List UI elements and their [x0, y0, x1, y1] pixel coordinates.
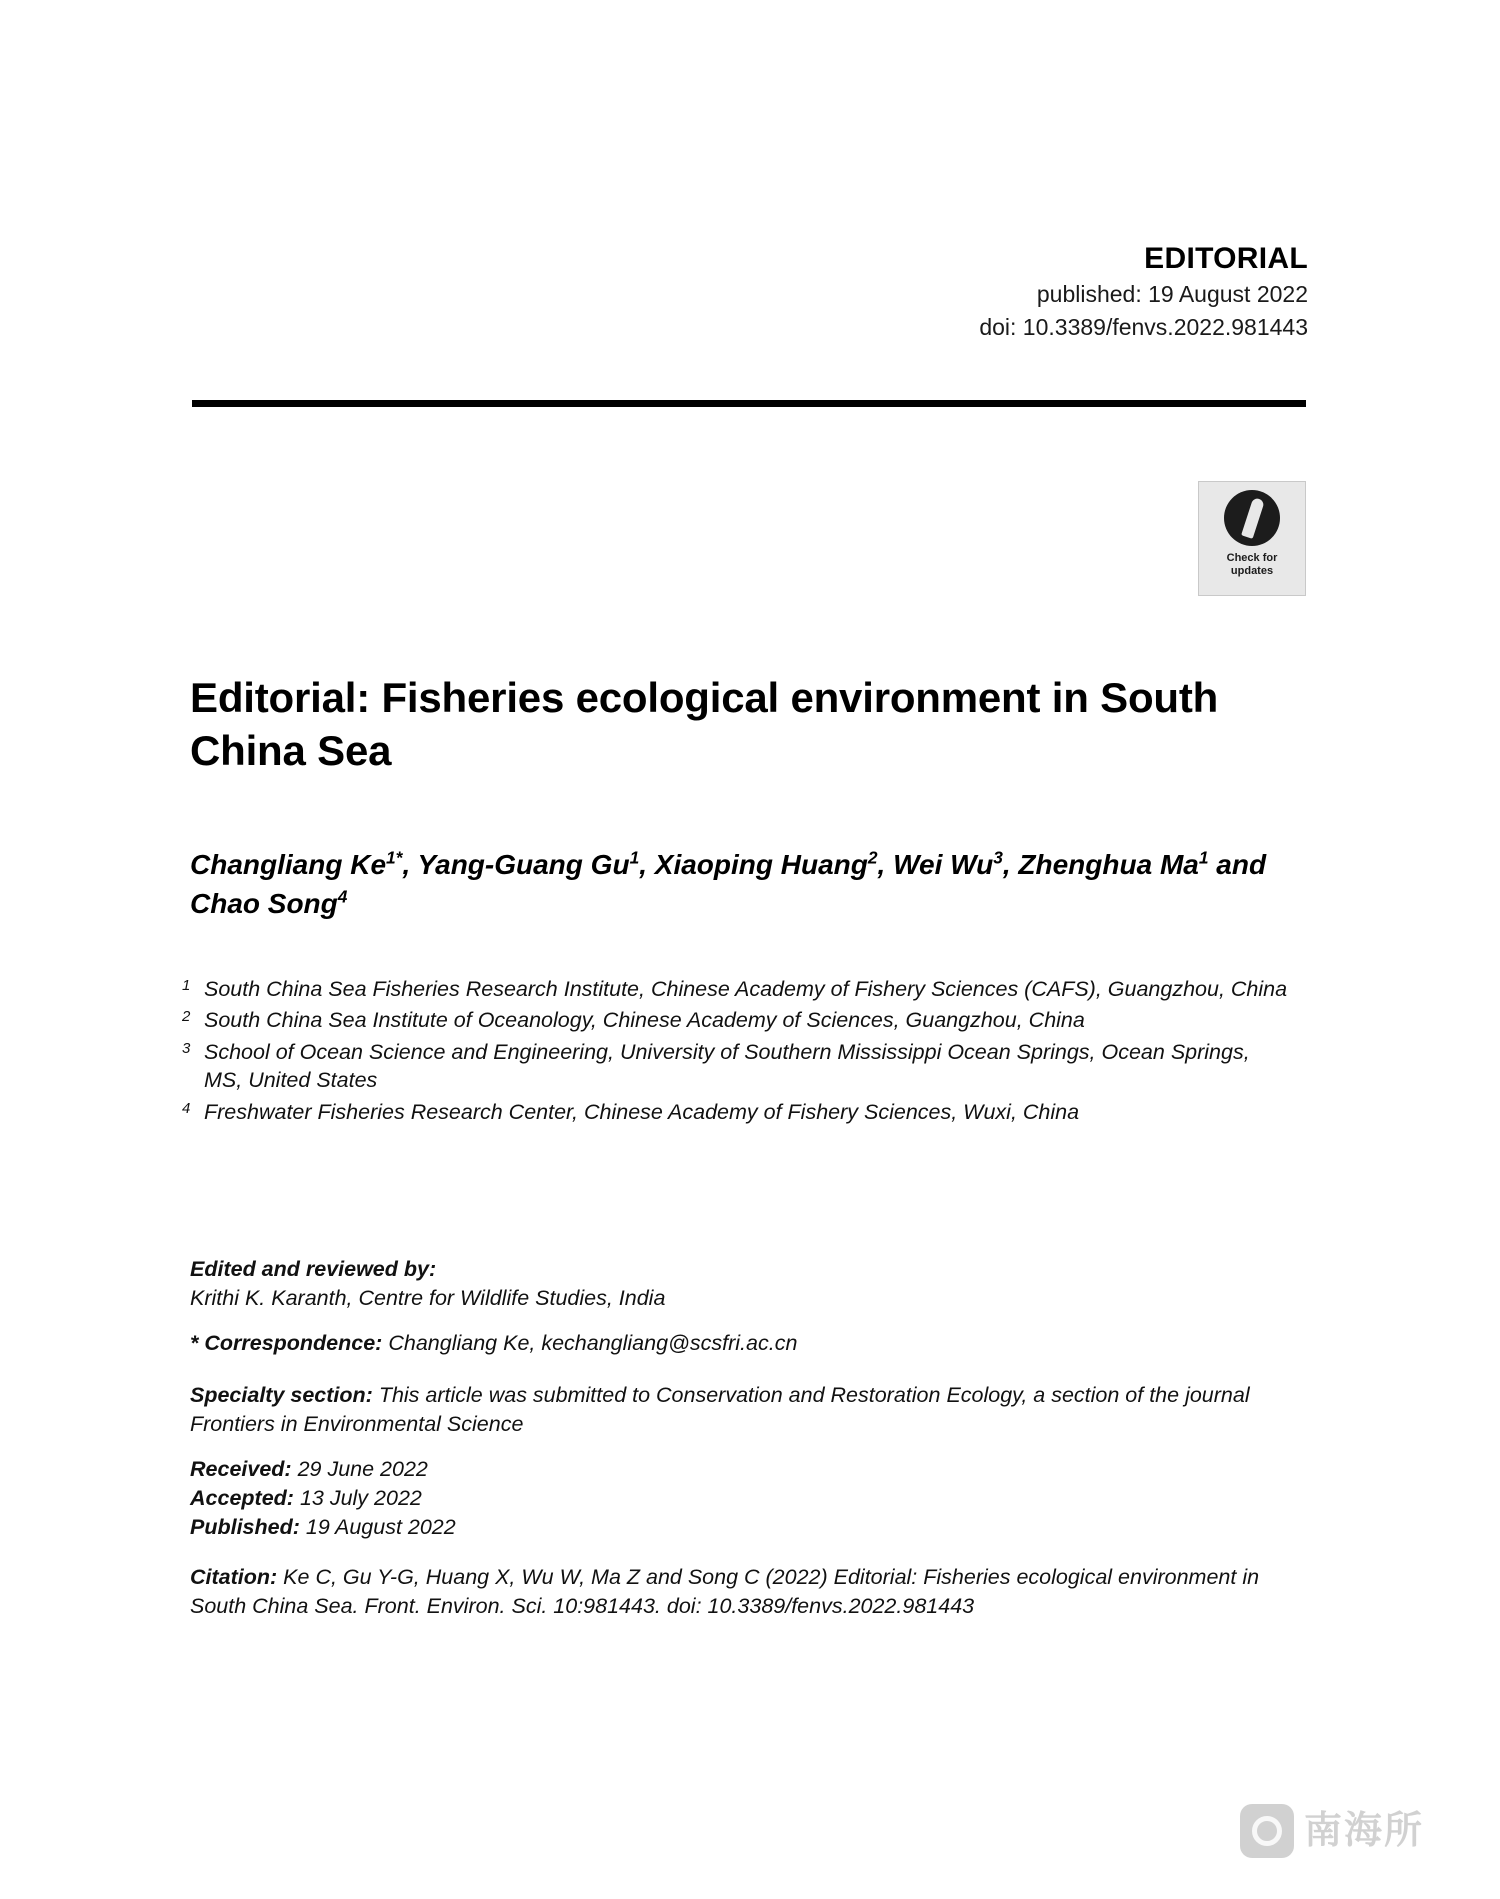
accepted-value: 13 July 2022: [299, 1486, 422, 1511]
author-list: Changliang $Ke^{1*}$, Yang-Guang Gu$^1$, Xiaoping Huang$^2$, Wei Wu$^3$, Zhenghua Ma$^1$ and Chao Song$^4$: [190, 847, 1267, 920]
affiliation-text: South China Sea Institute of Oceanology, Chinese Academy of Sciences, Guangzhou, China: [204, 1008, 1085, 1033]
seal-icon: [1240, 1804, 1294, 1858]
accepted-row: [190, 1484, 1295, 1513]
affiliation-text: South China Sea Fisheries Research Institute, Chinese Academy of Fishery Sciences (CAFS), Guangzhou, China: [204, 977, 1288, 1001]
affiliation-item: [182, 1098, 1292, 1126]
correspondence-value[interactable]: Changliang Ke, kechangliang@scsfri.ac.cn: [388, 1331, 798, 1355]
page-title: Editorial: Fisheries ecological environment in South China Sea: [190, 674, 1219, 774]
citation-label: Citation:: [190, 1565, 278, 1589]
published-value: 19 August 2022: [305, 1515, 456, 1540]
citation-value: Ke C, Gu Y-G, Huang X, Wu W, Ma Z and Song C (2022) Editorial: Fisheries ecological environment in South China Sea. Front. Environ. Sci. 10:981443. doi: 10.3389/fenvs.2022.981443: [190, 1565, 1260, 1618]
crossmark-badge[interactable]: [1198, 481, 1306, 596]
affiliation-number: 1: [182, 977, 191, 994]
article-type: EDITORIAL: [1144, 242, 1308, 275]
affiliation-number: 4: [182, 1099, 191, 1117]
affiliation-number: 3: [182, 1039, 191, 1057]
received-row: [190, 1455, 1295, 1484]
affiliation-number: 2: [182, 1008, 191, 1026]
published-row: [190, 1513, 1295, 1542]
crossmark-icon: [1224, 490, 1280, 546]
edited-by: Krithi K. Karanth, Centre for Wildlife Studies, India: [190, 1285, 666, 1310]
specialty-value: This article was submitted to Conservation and Restoration Ecology, a section of the journal Frontiers in Environmental Science: [190, 1383, 1250, 1436]
affiliation-item: [182, 975, 1292, 1003]
crossmark-label: [1227, 552, 1278, 577]
published-date-header: published: 19 August 2022: [1036, 280, 1308, 307]
received-label: Received:: [190, 1457, 292, 1481]
affiliation-item: [182, 1006, 1292, 1034]
edited-block: [190, 1255, 1295, 1313]
doi-header: doi: 10.3389/fenvs.2022.981443: [979, 313, 1308, 340]
affiliation-text: School of Ocean Science and Engineering, University of Southern Mississippi Ocean Springs, Ocean Springs, MS, United States: [204, 1039, 1250, 1093]
journal-header: [190, 240, 1308, 344]
citation-block: [190, 1563, 1295, 1621]
received-value: 29 June 2022: [297, 1457, 428, 1481]
header-divider: [192, 400, 1306, 407]
affiliation-list: [182, 975, 1292, 1129]
dates-block: [190, 1455, 1295, 1543]
crossmark-label-line2: updates: [1230, 564, 1274, 577]
specialty-label: Specialty section:: [190, 1383, 373, 1407]
affiliation-text: Freshwater Fisheries Research Center, Chinese Academy of Fishery Sciences, Wuxi, China: [204, 1099, 1080, 1124]
institute-watermark: [1240, 1800, 1455, 1862]
edited-label: Edited and reviewed by:: [190, 1257, 437, 1281]
specialty-block: [190, 1381, 1295, 1439]
crossmark-label-line1: Check for: [1226, 552, 1278, 564]
watermark-text: 南海所: [1304, 1810, 1425, 1852]
correspondence-block: [190, 1329, 1295, 1358]
correspondence-label: * Correspondence:: [190, 1331, 383, 1355]
affiliation-item: [182, 1038, 1292, 1095]
accepted-label: Accepted:: [190, 1486, 294, 1511]
published-label: Published:: [190, 1515, 300, 1540]
